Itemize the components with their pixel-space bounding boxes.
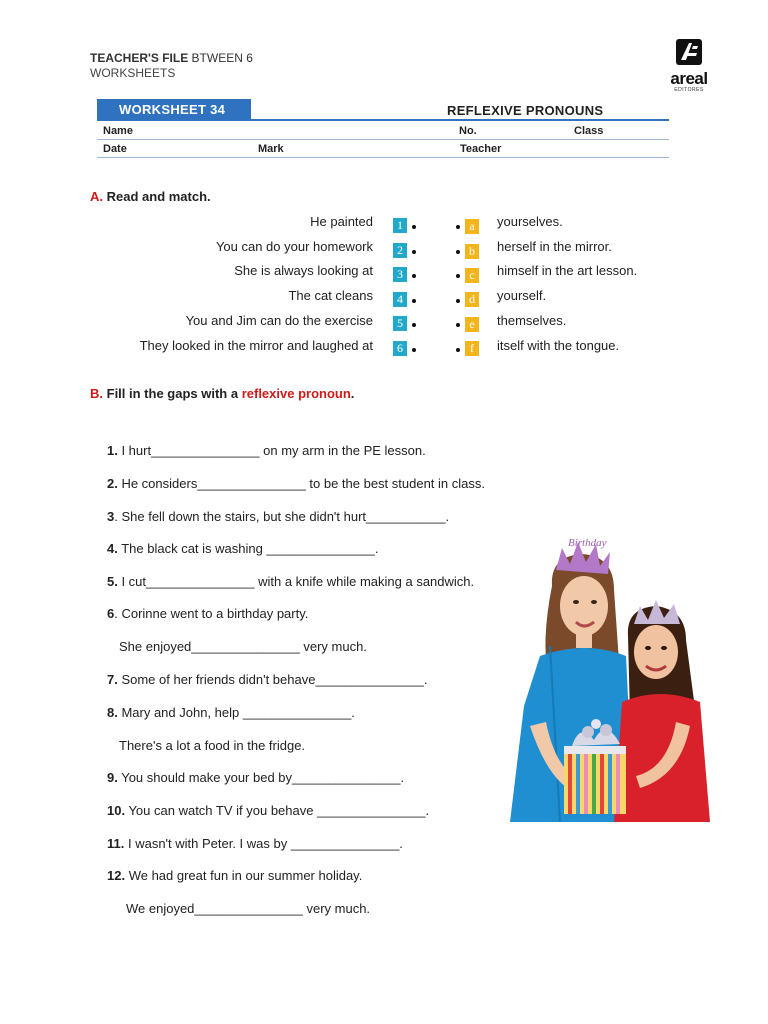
gap-fill-item: 3. She fell down the stairs, but she didn't hurt___________. (107, 509, 450, 524)
match-right-item: themselves. (497, 313, 567, 328)
gap-fill-item: 2. He considers_______________ to be the best student in class. (107, 476, 485, 491)
gap-fill-item: 12. We had great fun in our summer holiday. (107, 868, 363, 883)
areal-logo (660, 38, 718, 94)
match-dot[interactable] (456, 274, 460, 278)
match-number-badge: 4 (393, 292, 407, 307)
match-dot[interactable] (412, 225, 416, 229)
match-dot[interactable] (456, 225, 460, 229)
name-field-label: Name (103, 125, 133, 137)
gap-fill-item: 10. You can watch TV if you behave _______________. (107, 803, 430, 818)
match-dot[interactable] (456, 323, 460, 327)
class-field-label: Class (574, 125, 604, 137)
gap-fill-item: 4. The black cat is washing _______________. (107, 541, 379, 556)
gap-fill-item: 5. I cut_______________ with a knife while making a sandwich. (107, 574, 475, 589)
gap-fill-item: 11. I wasn't with Peter. I was by _______________. (107, 836, 403, 851)
match-dot[interactable] (456, 348, 460, 352)
birthday-girls-photo (510, 526, 710, 822)
gap-fill-continuation: There's a lot a food in the fridge. (119, 738, 306, 753)
section-b-heading (90, 386, 354, 401)
match-number-badge: 3 (393, 267, 407, 282)
match-number-badge: 5 (393, 316, 407, 331)
birthday-girls-illustration (510, 526, 710, 822)
section-b-title-highlight: reflexive pronoun (241, 386, 351, 401)
teacher-field-label: Teacher (460, 143, 502, 155)
match-right-item: herself in the mirror. (497, 239, 612, 254)
match-letter-badge: d (465, 292, 479, 307)
match-left-item: He painted (310, 214, 373, 229)
worksheet-number-label: WORKSHEET 34 (97, 99, 251, 120)
match-number-badge: 6 (393, 341, 407, 356)
match-left-item: She is always looking at (234, 263, 373, 278)
worksheets-label: WORKSHEETS (90, 66, 176, 80)
match-right-item: yourselves. (497, 214, 563, 229)
teachers-file-header (90, 51, 253, 65)
gap-fill-item: 8. Mary and John, help _______________. (107, 705, 355, 720)
match-dot[interactable] (412, 299, 416, 303)
match-letter-badge: f (465, 341, 479, 356)
logo-tagline: EDITORES (674, 87, 704, 93)
tiara-text: Birthday (568, 537, 607, 549)
gap-fill-continuation: She enjoyed_______________ very much. (119, 639, 367, 654)
match-right-item: yourself. (497, 288, 547, 303)
field-divider (97, 139, 669, 140)
match-right-item: itself with the tongue. (497, 338, 620, 353)
mark-field-label: Mark (258, 143, 284, 155)
field-divider (97, 157, 669, 158)
section-a-heading (90, 189, 211, 204)
header-rule (97, 119, 669, 121)
date-field-label: Date (103, 143, 127, 155)
gap-fill-item: 7. Some of her friends didn't behave_______________. (107, 672, 428, 687)
match-dot[interactable] (412, 323, 416, 327)
book-name: BTWEEN 6 (188, 51, 253, 65)
gap-fill-item: 6. Corinne went to a birthday party. (107, 606, 309, 621)
match-dot[interactable] (412, 250, 416, 254)
gap-fill-item: 9. You should make your bed by_______________. (107, 770, 405, 785)
match-left-item: They looked in the mirror and laughed at (139, 338, 373, 353)
section-b-letter: B. (90, 386, 103, 401)
match-left-item: You can do your homework (215, 239, 373, 254)
areal-logo-icon (675, 38, 703, 66)
match-left-item: You and Jim can do the exercise (185, 313, 373, 328)
match-letter-badge: c (465, 268, 479, 283)
match-dot[interactable] (456, 299, 460, 303)
section-a-letter: A. (90, 189, 103, 204)
gap-fill-item: 1. I hurt_______________ on my arm in the PE lesson. (107, 443, 426, 458)
match-letter-badge: e (465, 317, 479, 332)
number-field-label: No. (459, 125, 477, 137)
match-letter-badge: a (465, 219, 479, 234)
match-dot[interactable] (456, 250, 460, 254)
match-left-item: The cat cleans (288, 288, 373, 303)
logo-word: areal (670, 69, 708, 88)
worksheet-title: REFLEXIVE PRONOUNS (447, 103, 604, 118)
match-dot[interactable] (412, 274, 416, 278)
gap-fill-continuation: We enjoyed_______________ very much. (126, 901, 371, 916)
match-right-item: himself in the art lesson. (497, 263, 638, 278)
match-number-badge: 2 (393, 243, 407, 258)
teachers-file-label: TEACHER'S FILE (90, 51, 189, 65)
match-number-badge: 1 (393, 218, 407, 233)
match-dot[interactable] (412, 348, 416, 352)
section-b-title-end: . (350, 386, 355, 401)
section-b-title: Fill in the gaps with a (106, 386, 242, 401)
section-a-title: Read and match. (106, 189, 211, 204)
match-letter-badge: b (465, 244, 479, 259)
